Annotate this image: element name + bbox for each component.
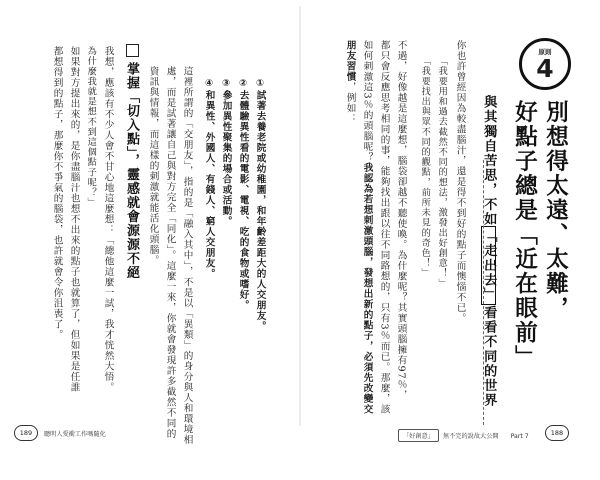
para2-line-2: 都只會反應思考相同的事，能夠找出跟以往不同路想的，只有3％而已。那麼，該 [378,40,390,415]
page-gutter [299,6,301,426]
para4-line-3: 如果對方提出來的，是你盡腦汁也想不出來的點子也就算了，但如果是任誰 [68,46,80,393]
para2-tail: ，例如： [344,82,356,124]
dashed-divider [483,160,484,425]
para2-line-3-text: 如何刺激這3％的頭腦呢？ [361,40,373,163]
para2-bold-tail: 我認為若想刺激頭腦，發想出新的點子，必須先改變交 [361,162,373,415]
para4-line-4: 都想得到的點子，那麼你不爭氣的腦袋，也許就會令你沮喪了。 [51,46,63,340]
para3-line-1: 這裡所謂的「交朋友」，指的是「融入其中」，不是以「異類」的身分與人和環境相 [181,66,193,445]
para2-bold-line2: 朋友習慣 [344,40,356,82]
subtitle-pre: 與其獨自苦思，不如 [481,95,497,227]
list-item-1: ①試著去養老院或幼稚園，和年齡差距大的人交朋友。 [254,78,266,332]
title-line-2: 好點子總是「近在眼前」 [511,100,538,370]
subtitle-boxed: 「走出去」 [481,226,496,305]
para1-quote-2: 「我要找出與眾不同的觀點，前所未見的奇色！」 [419,56,431,279]
rule-number: 4 [536,54,554,83]
para4-line-1: 我想，應該有不少人會不甘心地這麼想：「總他這麼一試，我才恍然大悟。 [102,46,114,393]
right-page-number: 188 [545,425,569,441]
subtitle-post: 看看不同的世界 [481,305,497,408]
right-footer [398,429,529,442]
section-title: 掌握「切入點」，靈感就會源源不絕 [124,62,139,280]
title-line-1: 別想得太遠、太難， [542,100,569,321]
right-footer-part: Part 7 [510,433,529,440]
para1-line-1: 你也許曾經因為較盡腦汁，還是得不到好的點子而懊惱不已。 [454,40,466,324]
para2-line-1: 不過，好像越是這麼想，腦袋卻越不聽使喚。為什麼呢？其實頭腦擁有97％， [395,40,407,401]
rule-badge [519,38,571,90]
para2-line-4 [345,40,355,124]
para1-quote-1: 「我要用和過去截然不同的想法，激發出好創意！」 [436,56,448,289]
list-item-2: ②去體驗異性看的電影、電視、吃的食物或嗜好。 [237,78,249,311]
checkbox-icon [126,44,139,57]
rule-label: 原則 [538,48,552,56]
right-footer-box: 「好創意」 [398,429,439,442]
para2-line-3 [362,40,372,415]
right-footer-text: 無不完的說故大公開 [442,433,499,440]
list-item-4: ④和異性、外國人、有錢人、窮人交朋友。 [203,78,215,279]
para4-line-2: 為什麼我就是想不到這個點子呢？」 [85,46,97,208]
list-item-3: ③參加異性聚集的場合或活動。 [220,78,232,227]
para3-line-3: 資訊與情報，而這樣的刺激就能活化頭腦。 [147,66,159,266]
para3-line-2: 處，而是試著讓自己與對方完全「同化」。這麼一來，你就會發現許多截然不同的 [164,66,176,440]
left-footer: 聰明人愛衝工作嗎隨化 [44,431,106,438]
left-page-number: 189 [14,425,38,441]
